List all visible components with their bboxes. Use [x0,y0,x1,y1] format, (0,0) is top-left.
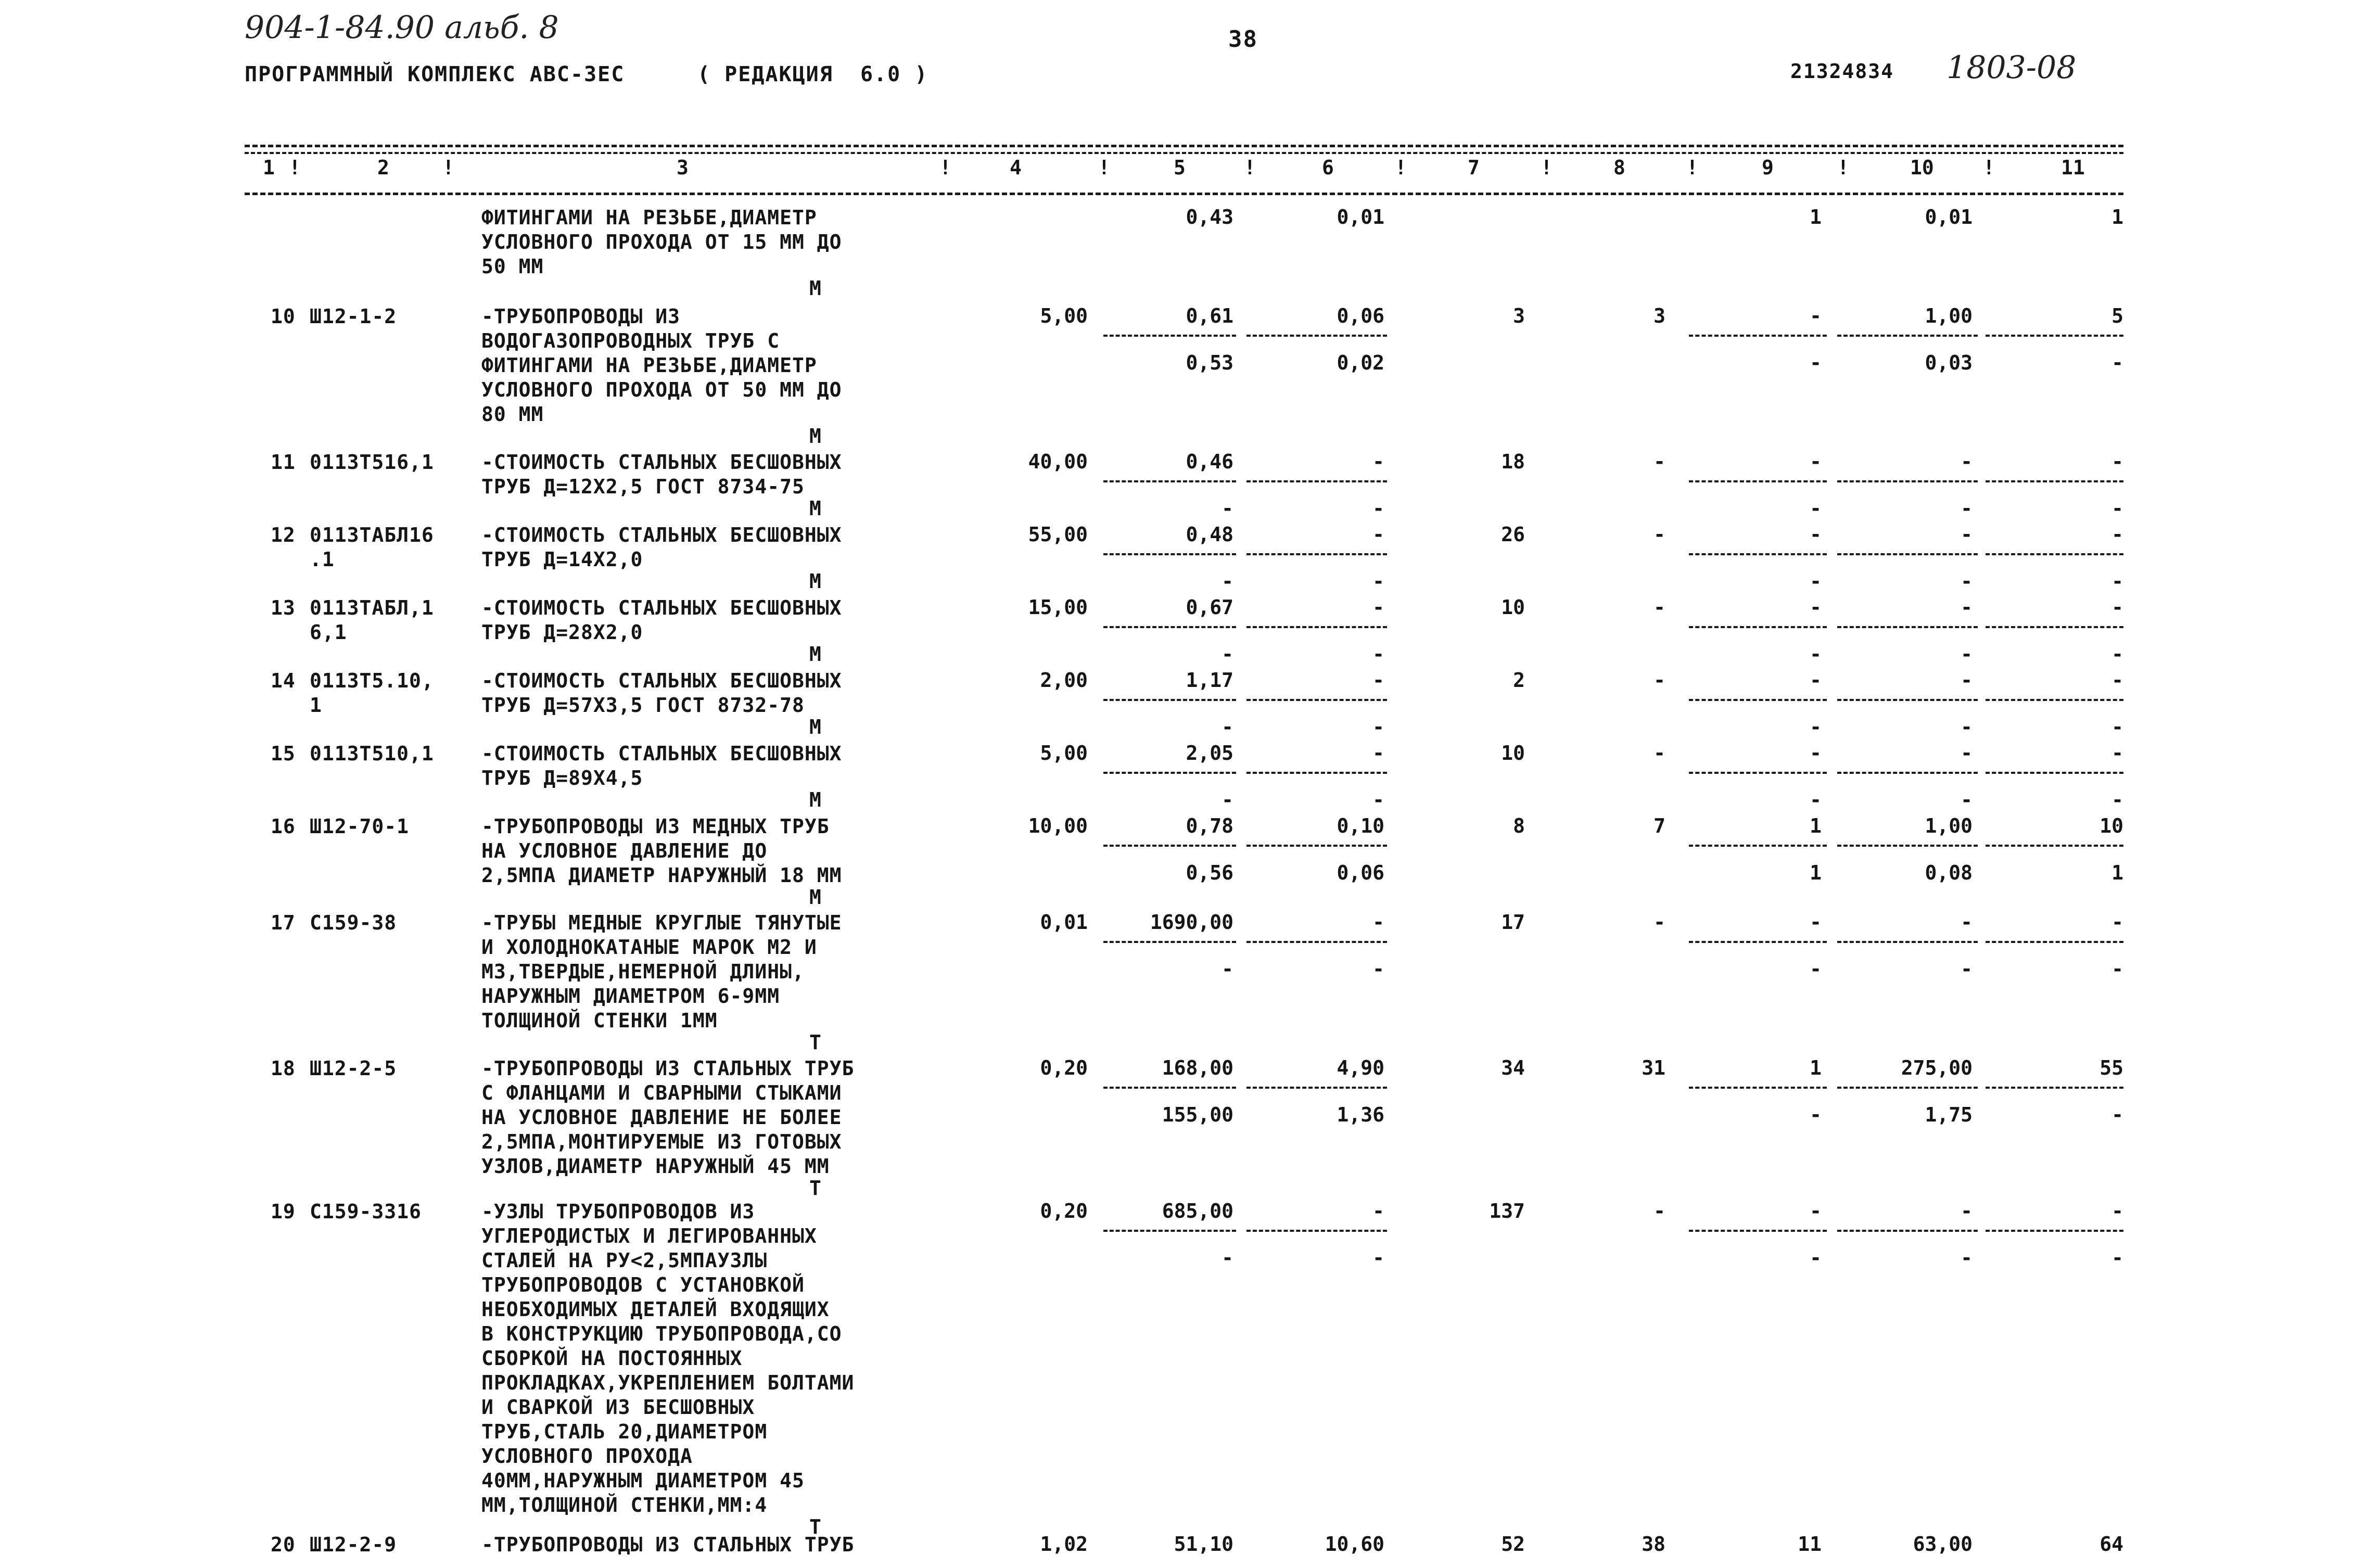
cell-divider-line [1986,845,2123,847]
cell-c8: - [1653,596,1665,619]
row-description: -ТРУБОПРОВОДЫ ИЗ МЕДНЫХ ТРУБ НА УСЛОВНОЕ ДАВЛЕНИЕ ДО 2,5МПА ДИАМЕТР НАРУЖНЫЙ 18 ММ [481,815,842,887]
cell-divider-line [1837,1087,1978,1089]
cell-c5a: 685,00 [1162,1200,1233,1222]
row-code: Ш12-1-2 [310,305,397,328]
cell-divider-line [1689,626,1827,628]
cell-divider-line [1986,941,2123,943]
cell-c5b: - [1222,643,1233,666]
cell-c10a: 275,00 [1901,1056,1973,1079]
cell-c9b: - [1810,570,1822,593]
cell-c9a: - [1810,596,1822,619]
row-unit: М [809,570,821,593]
cell-c8: 31 [1642,1056,1665,1079]
cell-divider-line [1837,626,1978,628]
row-code: 0113Т5.10, 1 [310,669,434,717]
row-unit: Т [809,1515,821,1538]
cell-c10a: 1,00 [1925,304,1973,327]
page-number: 38 [1228,26,1258,53]
column-header-9: 9 [1762,156,1774,179]
row-number: 13 [271,596,296,619]
cell-c10a: 63,00 [1913,1533,1973,1556]
cell-c7: 8 [1513,814,1525,837]
cell-c10a: - [1961,911,1973,934]
cell-c6a: 10,60 [1325,1533,1384,1556]
row-unit: М [809,716,821,738]
cell-c6b: - [1372,788,1384,811]
row-description: -СТОИМОСТЬ СТАЛЬНЫХ БЕСШОВНЫХ ТРУБ Д=14Х2,0 [481,524,842,571]
column-header-11: 11 [2061,156,2085,179]
cell-divider-line [1246,772,1387,774]
cell-c5a: 1690,00 [1150,911,1233,934]
cell-c10a: - [1961,450,1973,473]
cell-c11b: - [2111,351,2123,374]
cell-c4: 0,01 [1040,911,1088,934]
cell-divider-line [1246,845,1387,847]
cell-c6a: - [1372,450,1384,473]
cell-c7: 52 [1501,1533,1525,1556]
cell-c10b: - [1961,958,1973,980]
cell-c11a: 64 [2100,1533,2123,1556]
cell-divider-line [1689,941,1827,943]
column-header-2: 2 [377,156,389,179]
cell-c6b: - [1372,497,1384,520]
column-separator: ! [939,156,951,179]
column-separator: ! [1098,156,1110,179]
row-unit: М [809,425,821,448]
cell-c9a: - [1810,911,1822,934]
cell-divider-line [1986,1230,2123,1232]
row-description: -СТОИМОСТЬ СТАЛЬНЫХ БЕСШОВНЫХ ТРУБ Д=12Х2,5 ГОСТ 8734-75 [481,451,842,498]
cell-c6a: - [1372,669,1384,692]
cell-c11a: - [2111,742,2123,764]
row-number: 11 [271,451,296,474]
cell-c7: 17 [1501,911,1525,934]
row-unit: М [809,643,821,666]
cell-c9b: - [1810,643,1822,666]
cell-divider-line [1837,941,1978,943]
cell-c6b: - [1372,570,1384,593]
row-number: 12 [271,524,296,546]
cell-c4: 15,00 [1028,596,1088,619]
cell-divider-line [1689,1087,1827,1089]
row-unit: Т [809,1177,821,1200]
cell-c5a: 0,43 [1186,206,1233,228]
cell-divider-line [1246,1230,1387,1232]
cell-divider-line [1837,480,1978,482]
cell-c5b: 155,00 [1162,1103,1233,1126]
cell-c7: 34 [1501,1056,1525,1079]
cell-divider-line [1246,699,1387,701]
cell-c6a: 0,10 [1337,814,1384,837]
cell-c11b: - [2111,1246,2123,1269]
cell-c4: 10,00 [1028,814,1088,837]
row-description: -ТРУБЫ МЕДНЫЕ КРУГЛЫЕ ТЯНУТЫЕ И ХОЛОДНОКАТАНЫЕ МАРОК М2 И М3,ТВЕРДЫЕ,НЕМЕРНОЙ ДЛИНЫ, НАРУЖНЫМ ДИАМЕТРОМ 6-9ММ ТОЛЩИНОЙ СТЕНКИ 1ММ [481,911,842,1032]
cell-c4: 2,00 [1040,669,1088,692]
row-number: 16 [271,815,296,838]
cell-c4: 5,00 [1040,304,1088,327]
row-unit: М [809,277,821,300]
cell-c5b: - [1222,958,1233,980]
row-description: ФИТИНГАМИ НА РЕЗЬБЕ,ДИАМЕТР УСЛОВНОГО ПРОХОДА ОТ 15 ММ ДО 50 ММ [481,206,842,278]
cell-c11a: 5 [2111,304,2123,327]
cell-c5a: 0,46 [1186,450,1233,473]
cell-c5a: 0,78 [1186,814,1233,837]
cell-c10b: - [1961,570,1973,593]
cell-divider-line [1246,480,1387,482]
cell-divider-line [1246,335,1387,337]
cell-c9b: - [1810,497,1822,520]
table-top-rule [245,145,2123,147]
row-code: Ш12-2-5 [310,1057,397,1080]
cell-c5b: 0,56 [1186,861,1233,884]
cell-divider-line [1837,699,1978,701]
column-separator: ! [1686,156,1698,179]
row-number: 17 [271,911,296,934]
cell-c6a: 4,90 [1337,1056,1384,1079]
row-description: -СТОИМОСТЬ СТАЛЬНЫХ БЕСШОВНЫХ ТРУБ Д=28Х2,0 [481,596,842,644]
cell-c8: 38 [1642,1533,1665,1556]
cell-c10a: - [1961,669,1973,692]
row-code: С159-38 [310,911,397,934]
cell-c10b: 0,08 [1925,861,1973,884]
cell-c4: 1,02 [1040,1533,1088,1556]
cell-c9a: - [1810,523,1822,546]
cell-c10a: 0,01 [1925,206,1973,228]
cell-c11b: - [2111,497,2123,520]
cell-c5a: 0,48 [1186,523,1233,546]
cell-divider-line [1246,941,1387,943]
cell-divider-line [1986,480,2123,482]
cell-c10b: - [1961,788,1973,811]
row-code: 0113ТАБЛ,1 6,1 [310,596,434,644]
cell-divider-line [1246,1087,1387,1089]
cell-c8: - [1653,450,1665,473]
column-separator: ! [1244,156,1256,179]
cell-c8: - [1653,523,1665,546]
cell-c7: 18 [1501,450,1525,473]
cell-c10b: - [1961,716,1973,738]
row-number: 19 [271,1200,296,1223]
cell-c9a: 1 [1810,206,1822,228]
cell-divider-line [1103,941,1236,943]
cell-c10b: 1,75 [1925,1103,1973,1126]
cell-c8: - [1653,669,1665,692]
cell-divider-line [1103,1087,1236,1089]
cell-c5a: 1,17 [1186,669,1233,692]
row-code: Ш12-70-1 [310,815,410,838]
cell-c11b: - [2111,570,2123,593]
column-separator: ! [1837,156,1849,179]
row-description: -СТОИМОСТЬ СТАЛЬНЫХ БЕСШОВНЫХ ТРУБ Д=57Х3,5 ГОСТ 8732-78 [481,669,842,717]
cell-divider-line [1103,626,1236,628]
cell-c6a: - [1372,596,1384,619]
program-title: ПРОГРАММНЫЙ КОМПЛЕКС АВС-3ЕС [245,62,625,86]
table-top-rule-2 [245,152,2123,154]
cell-c11b: - [2111,958,2123,980]
column-header-6: 6 [1322,156,1334,179]
cell-divider-line [1103,772,1236,774]
row-number: 10 [271,305,296,328]
cell-c9a: - [1810,1200,1822,1222]
cell-c5a: 0,61 [1186,304,1233,327]
cell-divider-line [1986,335,2123,337]
cell-divider-line [1689,1230,1827,1232]
cell-divider-line [1689,699,1827,701]
cell-c10b: - [1961,1246,1973,1269]
cell-c9a: - [1810,669,1822,692]
cell-c4: 40,00 [1028,450,1088,473]
row-description: -СТОИМОСТЬ СТАЛЬНЫХ БЕСШОВНЫХ ТРУБ Д=89Х4,5 [481,742,842,789]
cell-c10a: - [1961,1200,1973,1222]
cell-c11a: - [2111,596,2123,619]
cell-c7: 10 [1501,742,1525,764]
cell-c9a: 1 [1810,814,1822,837]
row-unit: Т [809,1031,821,1054]
cell-c11b: - [2111,788,2123,811]
cell-c7: 26 [1501,523,1525,546]
row-description: -ТРУБОПРОВОДЫ ИЗ СТАЛЬНЫХ ТРУБ [481,1533,855,1556]
column-header-4: 4 [1010,156,1022,179]
cell-c9b: - [1810,958,1822,980]
row-description: -ТРУБОПРОВОДЫ ИЗ СТАЛЬНЫХ ТРУБ С ФЛАНЦАМИ И СВАРНЫМИ СТЫКАМИ НА УСЛОВНОЕ ДАВЛЕНИЕ НЕ БОЛЕЕ 2,5МПА,МОНТИРУЕМЫЕ ИЗ ГОТОВЫХ УЗЛОВ,ДИАМЕТР НАРУЖНЫЙ 45 ММ [481,1057,855,1178]
column-separator: ! [1395,156,1407,179]
column-separator: ! [1541,156,1553,179]
cell-c4: 5,00 [1040,742,1088,764]
cell-c7: 2 [1513,669,1525,692]
cell-c5a: 0,67 [1186,596,1233,619]
cell-c9b: 1 [1810,861,1822,884]
row-number: 14 [271,669,296,692]
cell-divider-line [1837,335,1978,337]
cell-c6b: - [1372,716,1384,738]
cell-c4: 0,20 [1040,1056,1088,1079]
cell-divider-line [1837,1230,1978,1232]
cell-c4: 55,00 [1028,523,1088,546]
cell-c9a: 11 [1798,1533,1822,1556]
cell-c6a: 0,01 [1337,206,1384,228]
cell-c6b: - [1372,958,1384,980]
document-code: 21324834 [1790,60,1894,83]
cell-c11b: - [2111,1103,2123,1126]
row-unit: М [809,497,821,520]
row-number: 15 [271,742,296,765]
column-header-1: 1 [263,156,275,179]
cell-c11a: - [2111,669,2123,692]
row-code: Ш12-2-9 [310,1533,397,1556]
cell-c11a: - [2111,1200,2123,1222]
cell-c11a: 55 [2100,1056,2123,1079]
cell-c8: 7 [1653,814,1665,837]
cell-divider-line [1103,480,1236,482]
handwritten-doc-ref: 904-1-84.90 альб. 8 [245,9,559,46]
cell-c11a: - [2111,911,2123,934]
cell-divider-line [1689,335,1827,337]
cell-c9b: - [1810,1246,1822,1269]
cell-divider-line [1689,772,1827,774]
cell-c6a: - [1372,742,1384,764]
cell-divider-line [1103,699,1236,701]
cell-c10a: - [1961,523,1973,546]
cell-c9b: - [1810,716,1822,738]
edition-label: ( РЕДАКЦИЯ 6.0 ) [697,62,928,86]
cell-c6b: 1,36 [1337,1103,1384,1126]
cell-c8: - [1653,1200,1665,1222]
cell-divider-line [1103,1230,1236,1232]
cell-c10a: 1,00 [1925,814,1973,837]
cell-c7: 10 [1501,596,1525,619]
cell-c5b: - [1222,570,1233,593]
cell-c10b: 0,03 [1925,351,1973,374]
cell-c11b: - [2111,716,2123,738]
cell-c5b: - [1222,716,1233,738]
cell-c11b: - [2111,643,2123,666]
column-header-3: 3 [677,156,689,179]
cell-c11a: 1 [2111,206,2123,228]
cell-c8: 3 [1653,304,1665,327]
cell-c6b: - [1372,643,1384,666]
cell-c9a: - [1810,450,1822,473]
cell-divider-line [1246,626,1387,628]
cell-divider-line [1986,772,2123,774]
cell-c9a: - [1810,304,1822,327]
cell-c4: 0,20 [1040,1200,1088,1222]
row-description: -УЗЛЫ ТРУБОПРОВОДОВ ИЗ УГЛЕРОДИСТЫХ И ЛЕГИРОВАННЫХ СТАЛЕЙ НА РУ<2,5МПАУЗЛЫ ТРУБОПРОВОДОВ С УСТАНОВКОЙ НЕОБХОДИМЫХ ДЕТАЛЕЙ ВХОДЯЩИХ В КОНСТРУКЦИЮ ТРУБОПРОВОДА,СО СБОРКОЙ НА ПОСТОЯННЫХ ПРОКЛАДКАХ,УКРЕПЛЕНИЕМ БОЛТАМИ И СВАРКОЙ ИЗ БЕСШОВНЫХ ТРУБ,СТАЛЬ 20,ДИАМЕТРОМ УСЛОВНОГО ПРОХОДА 40ММ,НАРУЖНЫМ ДИАМЕТРОМ 45 ММ,ТОЛЩИНОЙ СТЕНКИ,ММ:4 [481,1200,855,1516]
cell-divider-line [1689,480,1827,482]
column-header-7: 7 [1468,156,1480,179]
cell-c10a: - [1961,742,1973,764]
row-code: 0113Т510,1 [310,742,434,765]
row-code: С159-3316 [310,1200,422,1223]
cell-c10b: - [1961,497,1973,520]
cell-c8: - [1653,911,1665,934]
handwritten-sheet-ref: 1803-08 [1947,49,2077,86]
cell-divider-line [1837,772,1978,774]
cell-divider-line [1837,553,1978,555]
cell-c11a: - [2111,450,2123,473]
cell-divider-line [1246,553,1387,555]
cell-c5a: 2,05 [1186,742,1233,764]
cell-divider-line [1103,335,1236,337]
row-number: 18 [271,1057,296,1080]
cell-c10b: - [1961,643,1973,666]
cell-divider-line [1986,1087,2123,1089]
cell-c6b: 0,02 [1337,351,1384,374]
cell-c8: - [1653,742,1665,764]
row-unit: М [809,788,821,811]
cell-divider-line [1103,553,1236,555]
column-separator: ! [289,156,301,179]
cell-c9b: - [1810,1103,1822,1126]
cell-c6a: - [1372,523,1384,546]
row-number: 20 [271,1533,296,1556]
cell-c7: 137 [1489,1200,1525,1222]
cell-divider-line [1689,553,1827,555]
row-description: -ТРУБОПРОВОДЫ ИЗ ВОДОГАЗОПРОВОДНЫХ ТРУБ С ФИТИНГАМИ НА РЕЗЬБЕ,ДИАМЕТР УСЛОВНОГО ПРОХОДА ОТ 50 ММ ДО 80 ММ [481,305,842,426]
cell-c5b: - [1222,497,1233,520]
cell-c5b: - [1222,788,1233,811]
row-code: 0113ТАБЛ16 .1 [310,524,434,571]
cell-divider-line [1103,845,1236,847]
cell-c10a: - [1961,596,1973,619]
cell-c6a: 0,06 [1337,304,1384,327]
cell-c11a: 10 [2100,814,2123,837]
cell-c9b: - [1810,351,1822,374]
cell-c9a: - [1810,742,1822,764]
cell-divider-line [1986,626,2123,628]
cell-c7: 3 [1513,304,1525,327]
cell-c5a: 51,10 [1174,1533,1233,1556]
row-unit: М [809,886,821,909]
cell-c11a: - [2111,523,2123,546]
cell-c9b: - [1810,788,1822,811]
cell-c5b: - [1222,1246,1233,1269]
cell-divider-line [1689,845,1827,847]
column-separator: ! [442,156,454,179]
cell-c5a: 168,00 [1162,1056,1233,1079]
cell-c5b: 0,53 [1186,351,1233,374]
cell-c6b: - [1372,1246,1384,1269]
cell-c6a: - [1372,1200,1384,1222]
column-header-10: 10 [1910,156,1934,179]
column-header-5: 5 [1174,156,1186,179]
cell-c6b: 0,06 [1337,861,1384,884]
cell-divider-line [1986,699,2123,701]
column-separator: ! [1983,156,1995,179]
cell-c11b: 1 [2111,861,2123,884]
column-header-8: 8 [1613,156,1625,179]
cell-divider-line [1986,553,2123,555]
table-header-bottom-rule [245,193,2123,195]
cell-c6a: - [1372,911,1384,934]
cell-c9a: 1 [1810,1056,1822,1079]
row-code: 0113Т516,1 [310,451,434,474]
cell-divider-line [1837,845,1978,847]
